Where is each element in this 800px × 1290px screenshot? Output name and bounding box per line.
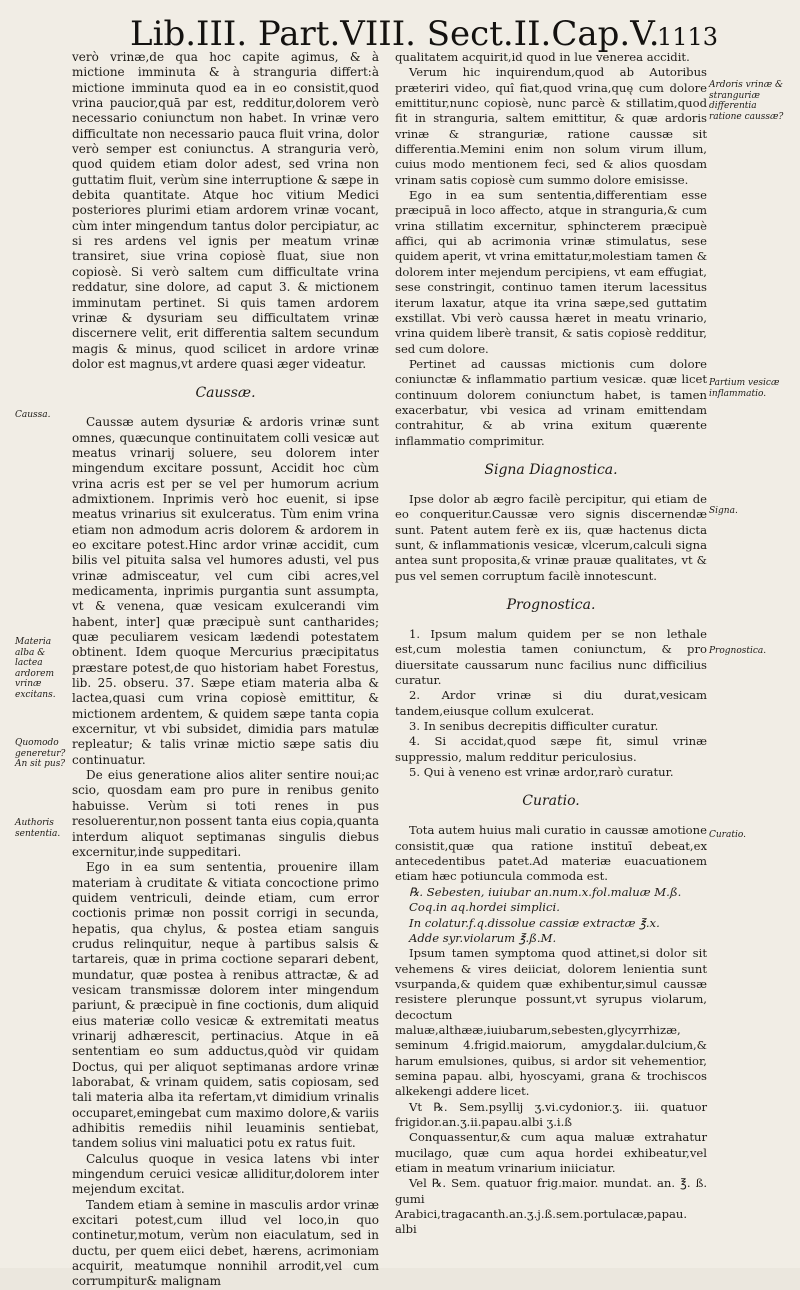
margin-note: Ardoris vrinæ & stranguriæ differentia ratione caussæ? bbox=[709, 80, 784, 122]
list-item: 5. Qui à veneno est vrinæ ardor,rarò curatur. bbox=[409, 765, 674, 780]
list-item: 4. Si accidat,quod sæpe fit, simul vrinæ suppressio, malum redditur periculosius. bbox=[395, 734, 707, 764]
left-text-column bbox=[72, 50, 380, 1289]
prescription-line: Coq.in aq.hordei simplici. bbox=[409, 900, 560, 915]
paragraph: Pertinet ad caussas mictionis cum dolore coniunctæ & inflammatio partium vesicæ. quæ licet continuum dolorem coniunctum habet, is tamen exacerbatur, vbi vesica ad vrinam emittendam contrahitur, & ab vrina exitum quærente inflammatio comprimitur. bbox=[395, 356, 707, 448]
list-item: 3. In senibus decrepitis difficulter curatur. bbox=[409, 719, 659, 734]
margin-note: Curatio. bbox=[709, 830, 746, 840]
paragraph: Ego in ea sum sententia, prouenire illam materiam à cruditate & vitiata concoctione primo quidem ventriculi, deinde etiam, cum error coctionis primæ non possit corrigi in secunda, hepatis, qua chylus, & postea etiam sanguis crudus relinquitur, neque à partibus salsis & tartareis, quæ in prima coctione separari debent, mundatur, quæ postea à renibus attractæ, & ad vesicam transmissæ dolorem inter mingendum pariunt, & præcipuè in fine coctionis, dum aliquid eius materiæ collo vesicæ & extremitati meatus vrinarij adhærescit, pertinacius. Atque in eā sententiam eo sum adductus,quòd vir quidam Doctus, qui per aliquot septimanas ardore vrinæ laborabat, & vrinam quidem, satis copiosam, sed tali materia alba ita refertam,vt dimidium vrinalis occuparet,emingebat cum maximo dolore,& variis adhibitis remediis nihil leuaminis sentiebat, tandem solius vini maluatici potu ex ratus fuit. bbox=[72, 860, 379, 1151]
margin-note: Materia alba & lactea ardorem vrinæ excitans. bbox=[15, 637, 56, 700]
list-item: 2. Ardor vrinæ si diu durat,vesicam tandem,eiusque collum exulcerat. bbox=[395, 688, 707, 718]
paragraph: Ipse dolor ab ægro facilè percipitur, qui etiam de eo conqueritur.Caussæ vero signis discernendæ sunt. Patent autem ferè ex iis, quæ hactenus dicta sunt, & inflammationis vesicæ, vlcerum,calculi signa antea sunt proposita,& vrinæ prauæ qualitates, vt & pus vel semen corruptum facilè innotescunt. bbox=[395, 491, 707, 583]
paragraph: Tota autem huius mali curatio in caussæ amotione consistit,quæ qua ratione instituī debeat,ex antecedentibus patet.Ad materiæ euacuationem etiam hæc potiuncula commoda est. bbox=[395, 823, 707, 884]
margin-note: Signa. bbox=[709, 506, 738, 516]
paragraph: verò vrinæ,de qua hoc capite agimus, & à mictione imminuta & à stranguria differt:à mictione imminuta quod ea in eo consistit,quod vrina paucior,quā par est, redditur,dolorem verò necessario coniunctum non habet. In vrinæ vero difficultate non necessario pauca fluit vrina, dolor verò semper est coniunctus. A stranguria verò, quod quidem etiam dolor adest, sed vrina non guttatim fluit, verùm sine interruptione & sæpe in debita quantitate. Atque hoc vitium Medici posteriores plurimi etiam ardorem vrinæ vocant, cùm inter mingendum tantus dolor percipiatur, ac si res ardens vel ignis per meatum vrinæ transiret, siue vrina copiosè fluat, siue non copiosè. Si verò saltem cum difficultate vrina reddatur, sine dolore, ad caput 3. & mictionem imminutam pertinet. Si quis tamen ardorem vrinæ & dysuriam seu difficultatem vrinæ discernere velit, erit differentia saltem secundum magis & minus, quod scilicet in ardore vrinæ dolor est magnus,vt ardere quasi æger videatur. bbox=[72, 50, 379, 371]
paragraph: qualitatem acquirit,id quod in lue venerea accidit. bbox=[395, 50, 690, 64]
page-header-title: Lib.III. Part.VIII. Sect.II.Cap.V. bbox=[130, 14, 660, 54]
margin-note: Quomodo generetur? An sit pus? bbox=[15, 738, 66, 769]
paragraph: Ego in ea sum sententia,differentiam esse præcipuā in loco affecto, atque in stranguria,& cum vrina stillatim excernitur, sphincterem præcipuè affici, qui ab acrimonia vrinæ stimulatus, sese quidem aperit, vt vrina emittatur,molestiam tamen & dolorem inter mejendum percipiens, vt eam effugiat, sese constringit, continuo tamen iterum lacessitus iterum laxatur, atque ita vrina sæpe,sed guttatim exstillat. Vbi verò caussa hæret in meatu vrinario, vrina quidem liberè transit, & satis copiosè redditur, sed cum dolore. bbox=[395, 188, 708, 356]
paragraph: Conquassentur,& cum aqua maluæ extrahatur mucilago, quæ cum aqua hordei exhibeatur,vel etiam in meatum vrinarium iniiciatur. bbox=[395, 1130, 707, 1175]
margin-note: Prognostica. bbox=[709, 646, 767, 656]
margin-note: Partium vesicæ inflammatio. bbox=[709, 378, 780, 399]
paragraph: Vel ℞. Sem. quatuor frig.maior. mundat. an. ℥. ß. gumi Arabici,tragacanth.an.ʒ.j.ß.sem.portulacæ,papau. albi bbox=[395, 1176, 707, 1237]
prescription-line: Adde syr.violarum ℥.ß.M. bbox=[409, 930, 557, 945]
section-heading-curatio: Curatio. bbox=[522, 793, 580, 810]
page-number: 1113 bbox=[657, 23, 719, 51]
margin-note: Authoris sententia. bbox=[15, 818, 61, 839]
paragraph: Caussæ autem dysuriæ & ardoris vrinæ sunt omnes, quæcunque continuitatem colli vesicæ aut meatus vrinarij soluere, seu dolorem inter mingendum excitare possunt, Accidit hoc cùm vrina acris est per se vel per humorum acrium admixtionem. Inprimis verò hoc euenit, si ipse meatus vrinarius sit exulceratus. Tùm enim vrina etiam non admodum acris dolorem & ardorem in eo excitare potest.Hinc ardor vrinæ accidit, cum bilis vel pituita salsa vel humores adusti, vel pus vrinæ admisceatur, vel cum cibi acres,vel medicamenta, inprimis purgantia sunt assumpta, vt & venena, quæ vesicam exulcerandi vim habent, inter] quæ præcipuè sunt cantharides; quæ peculiarem vesicam lædendi potestatem obtinent. Idem quoque Mercurius præcipitatus præstare potest,de quo historiam habet Forestus, lib. 25. obseru. 37. Sæpe etiam materia alba & lactea,quasi cum vrina copiosè emittitur, & mictionem ardentem, & quidem sæpe tanta copia excernitur, vt vbi subsidet, dimidia pars matulæ repleatur; & talis vrinæ mictio sæpe satis diu continuatur. bbox=[72, 415, 379, 767]
paragraph: Tandem etiam à semine in masculis ardor vrinæ excitari potest,cum illud vel loco,in quo continetur,motum, verùm non eiaculatum, sed in ductu, per quem eiici debet, hærens, acrimoniam acquirit, meatumque nonnihil arrodit,vel cum corrumpitur& malignam bbox=[72, 1197, 380, 1289]
section-heading-causae: Caussæ. bbox=[195, 385, 256, 402]
paragraph: Ipsum tamen symptoma quod attinet,si dolor sit vehemens & vires deiiciat, dolorem lenientia sunt vsurpanda,& quidem quæ exhibentur,simul caussæ resistere plerunque possunt,vt syrupus violarum, decoctum maluæ,althææ,iuiubarum,sebesten,glycyrrhizæ, seminum 4.frigid.maiorum, amygdalar.dulcium,& harum emulsiones, quibus, si ardor sit vehementior, semina papau. albi, hyoscyami, grana & trochiscos alkekengi addere licet. bbox=[395, 946, 707, 1099]
prescription-line: In colatur.f.q.dissolue cassiæ extractæ ℥.x. bbox=[409, 915, 660, 930]
paragraph: Calculus quoque in vesica latens vbi inter mingendum ceruici vesicæ alliditur,dolorem inter mejendum excitat. bbox=[72, 1151, 379, 1197]
section-heading-signa: Signa Diagnostica. bbox=[484, 461, 618, 478]
paragraph: Verum hic inquirendum,quod ab Autoribus præteriri video, quî fiat,quod vrina,quę cum dolore emittitur,nunc copiosè, nunc parcè & stillatim,quod fit in stranguria, saltem emittitur, & quæ ardoris vrinæ & stranguriæ, ratione caussæ sit differentia.Memini enim non solum virum illum, cuius modo mentionem feci, sed & alios quosdam vrinam satis copiosè cum summo dolore emisisse. bbox=[395, 65, 707, 187]
prescription-line: ℞. Sebesten, iuiubar an.num.x.fol.maluæ M.ß. bbox=[409, 884, 682, 899]
section-heading-prognostica: Prognostica. bbox=[506, 597, 596, 613]
list-item: 1. Ipsum malum quidem per se non lethale est,cum molestia tamen coniunctum, & pro diuersitate caussarum nunc facilius nunc difficilius curatur. bbox=[395, 627, 707, 688]
paragraph: De eius generatione alios aliter sentire noui;ac scio, quosdam eam pro pure in renibus genito habuisse. Verùm si toti renes in pus resoluerentur,non possent tanta eius copia,quanta interdum aliquot septimanas singulis diebus excernitur,inde suppeditari. bbox=[72, 768, 379, 859]
right-text-column bbox=[395, 50, 708, 1237]
margin-note: Caussa. bbox=[15, 410, 51, 420]
paragraph: Vt ℞. Sem.psyllij ʒ.vi.cydonior.ʒ. iii. quatuor frigidor.an.ʒ.ii.papau.albi ʒ.i.ß bbox=[395, 1099, 707, 1129]
